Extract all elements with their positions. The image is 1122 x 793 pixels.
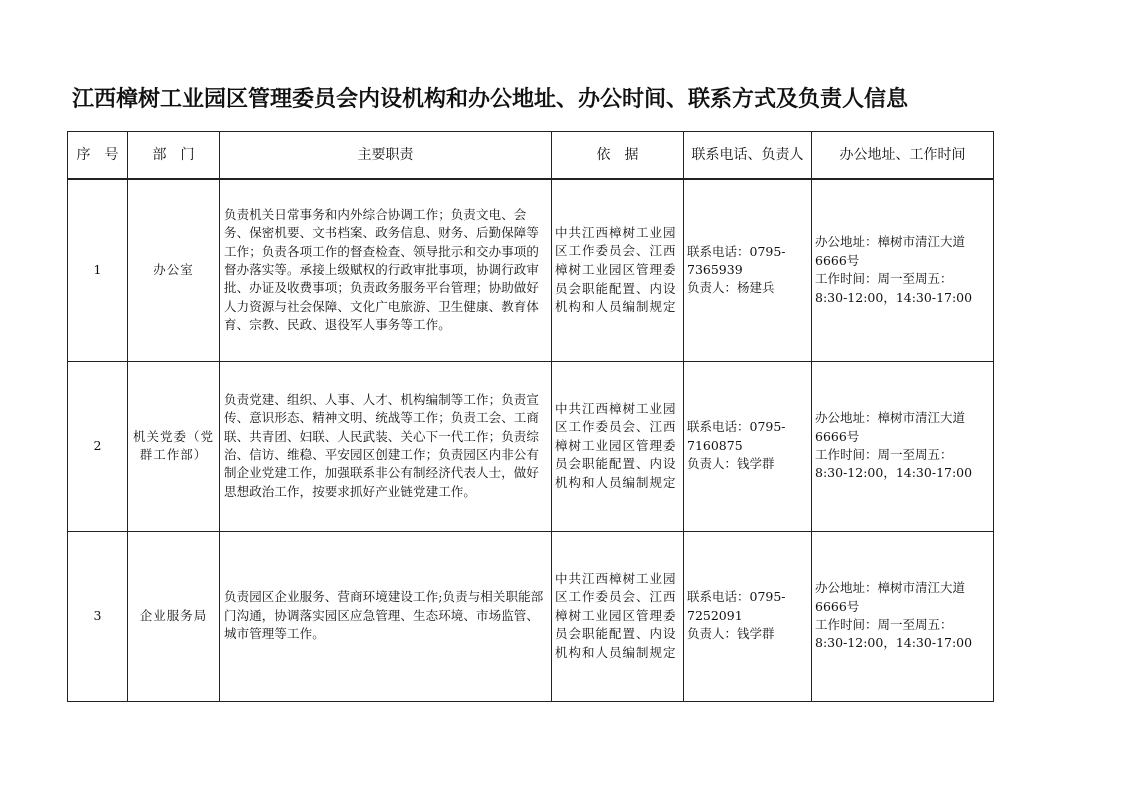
row-dept: 企业服务局 — [128, 531, 220, 701]
table-row — [68, 361, 994, 531]
page-title: 江西樟树工业园区管理委员会内设机构和办公地址、办公时间、联系方式及负责人信息 — [72, 87, 909, 112]
table-header-row — [68, 132, 994, 180]
office-hours: 8:30-12:00，14:30-17:00 — [815, 635, 973, 651]
header-duties: 主要职责 — [220, 132, 552, 180]
contact-person: 负责人：杨建兵 — [687, 280, 775, 296]
header-basis: 依 据 — [552, 132, 684, 180]
hours-label: 工作时间：周一至周五： — [815, 271, 953, 287]
row-seq: 3 — [68, 531, 128, 701]
office-address: 办公地址：樟树市清江大道6666号 — [815, 580, 966, 614]
row-address — [812, 361, 994, 531]
contact-phone: 联系电话：0795-7160875 — [687, 419, 786, 453]
office-hours: 8:30-12:00，14:30-17:00 — [815, 289, 973, 305]
row-duties: 负责园区企业服务、营商环境建设工作;负责与相关职能部门沟通，协调落实园区应急管理、生态环境、市场监管、城市管理等工作。 — [220, 531, 552, 701]
row-basis: 中共江西樟树工业园区工作委员会、江西樟树工业园区管理委员会职能配置、内设机构和人员编制规定 — [552, 531, 684, 701]
row-duties: 负责党建、组织、人事、人才、机构编制等工作；负责宣传、意识形态、精神文明、统战等工作；负责工会、工商联、共青团、妇联、人民武装、关心下一代工作；负责综治、信访、维稳、平安园区创建工作；负责园区内非公有制企业党建工作，加强联系非公有制经济代表人士，做好思想政治工作，按要求抓好产业链党建工作。 — [220, 361, 552, 531]
header-seq: 序 号 — [68, 132, 128, 180]
contact-phone: 联系电话：0795-7365939 — [687, 243, 786, 278]
contact-person: 负责人：钱学群 — [687, 626, 775, 642]
row-dept: 办公室 — [128, 179, 220, 361]
row-basis: 中共江西樟树工业园区工作委员会、江西樟树工业园区管理委员会职能配置、内设机构和人员编制规定 — [552, 361, 684, 531]
header-address: 办公地址、工作时间 — [812, 132, 994, 180]
hours-label: 工作时间：周一至周五： — [815, 617, 953, 632]
header-dept: 部 门 — [128, 132, 220, 180]
header-contact: 联系电话、负责人 — [684, 132, 812, 180]
info-table — [67, 131, 994, 702]
contact-person: 负责人：钱学群 — [687, 456, 775, 472]
row-address — [812, 179, 994, 361]
office-address: 办公地址：樟树市清江大道6666号 — [815, 234, 966, 268]
row-address — [812, 531, 994, 701]
hours-label: 工作时间：周一至周五： — [815, 447, 953, 462]
row-contact — [684, 361, 812, 531]
row-contact — [684, 531, 812, 701]
contact-phone: 联系电话：0795-7252091 — [687, 589, 786, 623]
row-contact — [684, 179, 812, 361]
row-basis: 中共江西樟树工业园区工作委员会、江西樟树工业园区管理委员会职能配置、内设机构和人员编制规定 — [552, 179, 684, 361]
row-seq: 2 — [68, 361, 128, 531]
office-address: 办公地址：樟树市清江大道6666号 — [815, 410, 966, 444]
table-row — [68, 531, 994, 701]
row-dept: 机关党委（党群工作部） — [128, 361, 220, 531]
office-hours: 8:30-12:00，14:30-17:00 — [815, 465, 973, 481]
row-seq: 1 — [68, 179, 128, 361]
row-duties: 负责机关日常事务和内外综合协调工作；负责文电、会务、保密机要、文书档案、政务信息、财务、后勤保障等工作；负责各项工作的督查检查、领导批示和交办事项的督办落实等。承接上级赋权的行政审批事项，协调行政审批、办证及收费事项；负责政务服务平台管理；协助做好人力资源与社会保障、文化广电旅游、卫生健康、教育体育、宗教、民政、退役军人事务等工作。 — [220, 179, 552, 361]
table-row — [68, 179, 994, 361]
